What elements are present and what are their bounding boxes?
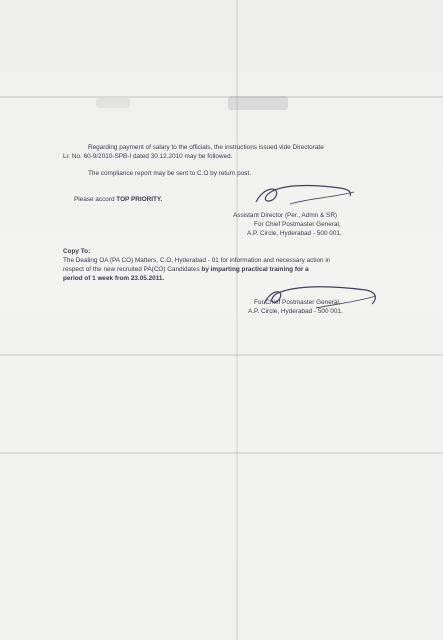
sign2-circle: A.P. Circle, Hyderabad - 500 001. <box>248 308 343 315</box>
copy-text: The Dealing OA (PA CO) Matters, C.O, Hyderabad - 01 for information and necessary action in <box>63 257 331 264</box>
fold-line <box>0 96 443 98</box>
copy-text <box>63 266 309 274</box>
sign1-circle: A.P. Circle, Hyderabad - 500 001. <box>247 230 342 237</box>
sign1-title: Assistant Director (Per., Admn & SR) <box>233 212 338 219</box>
body-text: Lr. No. 60-9/2010-SPB-I dated 30.12.2010 may be followed. <box>63 153 233 160</box>
body-text: Regarding payment of salary to the officials, the instructions issued vide Directorate <box>88 144 324 151</box>
signature-1 <box>250 180 360 212</box>
copy-text-part: respect of the new recruited PA(CO) Candidates <box>63 266 202 273</box>
body-text: The compliance report may be sent to C.O by return post. <box>88 170 252 177</box>
priority-line <box>74 196 162 204</box>
copy-to-label: Copy To: <box>63 248 91 255</box>
smudge-mark <box>228 96 288 110</box>
smudge-mark <box>96 98 130 108</box>
priority-emphasis: TOP PRIORITY. <box>116 196 163 203</box>
priority-prefix: Please accord <box>74 196 117 203</box>
sign1-for: For Chief Postmaster General, <box>254 221 341 228</box>
copy-text-emphasis: by imparting practical training for a <box>201 266 309 273</box>
copy-text: period of 1 week from 23.05.2011. <box>63 275 165 282</box>
sign2-for: For Chief Postmaster General, <box>254 299 341 306</box>
fold-line <box>0 354 443 356</box>
fold-line <box>0 452 443 454</box>
